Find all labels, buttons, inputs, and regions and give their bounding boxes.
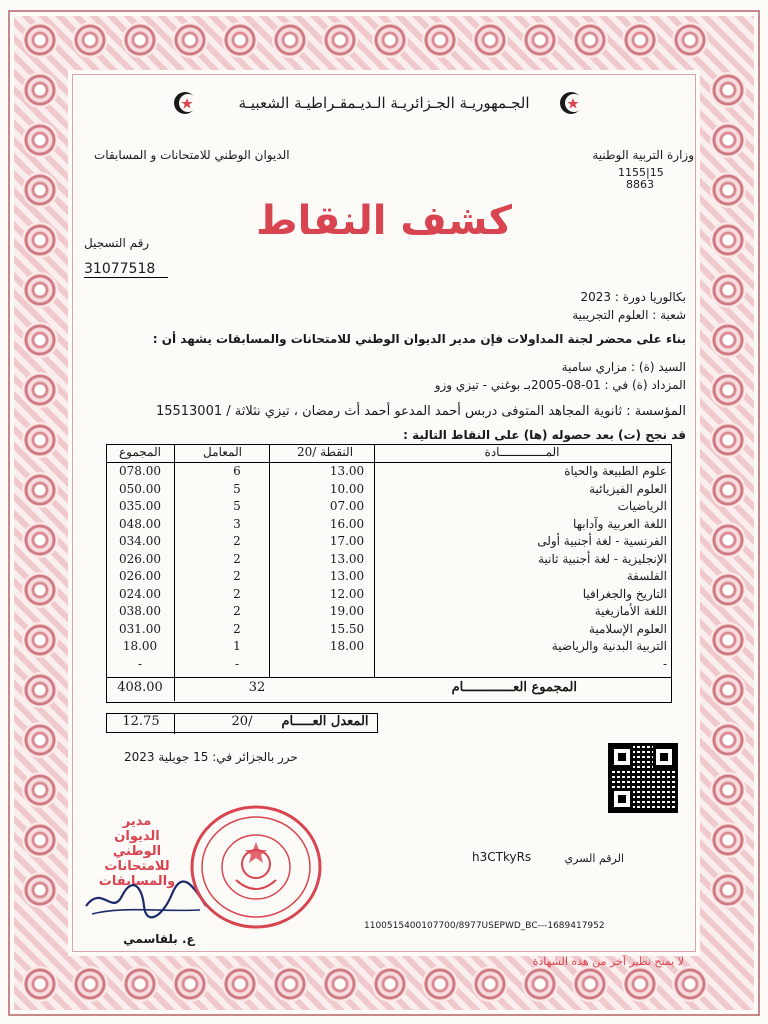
rosette-ornament <box>22 472 58 508</box>
rosette-ornament <box>272 966 308 1002</box>
cell-grade: 15.50 <box>329 621 365 636</box>
rosette-ornament <box>222 22 258 58</box>
rosette-ornament <box>272 22 308 58</box>
rosette-ornament <box>122 966 158 1002</box>
table-row <box>107 587 671 603</box>
rosette-ornament <box>622 966 658 1002</box>
average-scale: 20/ <box>231 714 253 729</box>
serial-number: 1100515400107700/8977USEPWD_BC---1689417952 <box>364 921 605 931</box>
cell-grade: 18.00 <box>329 639 365 653</box>
rosette-ornament <box>72 966 108 1002</box>
cell-total: 048.00 <box>119 516 161 531</box>
registration-number: 31077518 <box>84 261 168 278</box>
cell-subject: العلوم الفيزيائية <box>589 481 667 496</box>
cell-subject: - <box>662 656 667 671</box>
rosette-ornament <box>172 966 208 1002</box>
cell-subject: التاريخ والجغرافيا <box>582 586 667 601</box>
table-row <box>107 622 671 638</box>
header-underline <box>106 462 672 463</box>
cell-subject: اللغة العربية وآدابها <box>573 516 667 531</box>
cell-subject: الفلسفة <box>626 569 667 583</box>
cell-coef: 2 <box>233 551 241 566</box>
rosette-ornament <box>72 22 108 58</box>
rosette-ornament <box>22 522 58 558</box>
rosette-ornament <box>22 422 58 458</box>
rosette-ornament <box>22 72 58 108</box>
table-row <box>107 499 671 515</box>
rosette-ornament <box>710 372 746 408</box>
cell-total: 078.00 <box>119 464 161 478</box>
reference-line-2: 8863 <box>626 178 654 191</box>
rosette-ornament <box>372 22 408 58</box>
rosette-ornament <box>710 672 746 708</box>
rosette-ornament <box>672 22 708 58</box>
rosette-ornament <box>710 422 746 458</box>
rosette-ornament <box>22 622 58 658</box>
table-row <box>107 569 671 585</box>
grades-header-row <box>107 445 671 462</box>
average-label: المعدل العـــــام <box>281 714 369 729</box>
rosette-ornament <box>522 22 558 58</box>
header-grade: النقطة /20 <box>296 445 354 459</box>
general-total-label: المجموع العـــــــــــــام <box>451 680 577 695</box>
republic-title: الجـمهوريـة الجـزائريـة الـديـمقـراطيـة الشعبيـة <box>238 94 530 112</box>
office-name: الديوان الوطني للامتحانات و المسابقات <box>94 148 290 162</box>
secret-code-label: الرقم السري <box>564 852 624 865</box>
rosette-ornament <box>22 272 58 308</box>
rosette-ornament <box>422 22 458 58</box>
rosette-ornament <box>22 222 58 258</box>
issued-date: حرر بالجزائر في: 15 جويلية 2023 <box>124 750 298 764</box>
average-value: 12.75 <box>122 714 160 729</box>
general-total-row <box>107 680 671 698</box>
rosette-ornament <box>22 172 58 208</box>
rosette-ornament <box>710 522 746 558</box>
rosette-ornament <box>22 772 58 808</box>
cell-grade: 19.00 <box>329 604 365 618</box>
ministry-name: وزارة التربية الوطنية <box>592 148 694 162</box>
cell-coef: - <box>234 656 240 671</box>
table-row <box>107 464 671 480</box>
cell-subject: علوم الطبيعة والحياة <box>564 464 667 478</box>
cell-grade: 13.00 <box>329 464 365 478</box>
table-row <box>107 604 671 620</box>
general-total-value: 408.00 <box>117 680 163 695</box>
cell-grade: 07.00 <box>329 499 365 513</box>
rosette-ornament <box>572 966 608 1002</box>
cell-subject: اللغة الأمازيغية <box>594 604 667 618</box>
general-total-coef: 32 <box>248 680 266 695</box>
rosette-ornament <box>710 622 746 658</box>
cell-coef: 2 <box>233 569 241 583</box>
certification-intro: بناء على محضر لجنة المداولات فإن مدير الديوان الوطني للامتحانات والمسابقات يشهد أن : <box>152 332 686 346</box>
header-subject: المـــــــــــــادة <box>484 445 560 459</box>
cell-total: 050.00 <box>119 481 161 496</box>
cell-total: 035.00 <box>119 499 161 513</box>
exam-stream: شعبة : العلوم التجريبية <box>572 308 686 322</box>
rosette-ornament <box>672 966 708 1002</box>
success-statement: قد نجح (ت) بعد حصوله (ها) على النقاط التالية : <box>403 428 686 442</box>
cell-coef: 3 <box>233 516 241 531</box>
cell-grade: 12.00 <box>329 586 365 601</box>
director-name: ع. بلقاسمي <box>123 932 195 946</box>
rosette-ornament <box>22 822 58 858</box>
cell-total: 026.00 <box>119 569 161 583</box>
qr-code <box>608 743 678 813</box>
cell-grade: 10.00 <box>329 481 365 496</box>
school-info: المؤسسة : ثانوية المجاهد المتوفى دربس أحمد المدعو أحمد أث رمضان ، تيزي نثلاثة / 15513001 <box>155 404 686 419</box>
cell-total: 038.00 <box>119 604 161 618</box>
cell-total: 034.00 <box>119 534 161 548</box>
rosette-ornament <box>372 966 408 1002</box>
cell-grade: 16.00 <box>329 516 365 531</box>
candidate-name: السيد (ة) : مزاري سامية <box>561 360 686 374</box>
total-separator <box>106 677 672 678</box>
cell-total: 031.00 <box>119 621 161 636</box>
reference-line-1: 1155|15 <box>618 166 664 179</box>
director-title-line-2: الديوان الوطني <box>112 829 162 859</box>
secret-code: h3CTkyRs <box>472 850 532 864</box>
table-row <box>107 552 671 568</box>
header-total: المجموع <box>119 445 161 459</box>
official-stamp-icon <box>186 802 326 932</box>
director-title-line-1: مدير <box>122 814 152 829</box>
rosette-ornament <box>522 966 558 1002</box>
rosette-ornament <box>472 22 508 58</box>
cell-total: 18.00 <box>122 639 158 653</box>
cell-grade: 13.00 <box>329 551 365 566</box>
rosette-ornament <box>710 122 746 158</box>
cell-subject: الفرنسية - لغة أجنبية أولى <box>537 534 667 548</box>
rosette-ornament <box>422 966 458 1002</box>
cell-subject: العلوم الإسلامية <box>588 621 667 636</box>
rosette-ornament <box>172 22 208 58</box>
rosette-ornament <box>22 322 58 358</box>
rosette-ornament <box>710 822 746 858</box>
rosette-ornament <box>710 772 746 808</box>
cell-coef: 6 <box>233 464 241 478</box>
rosette-ornament <box>710 272 746 308</box>
registration-label: رقم التسجيل <box>84 236 150 250</box>
table-row <box>107 517 671 533</box>
average-box <box>106 713 378 733</box>
rosette-ornament <box>710 222 746 258</box>
certificate-content <box>74 76 694 968</box>
rosette-ornament <box>710 172 746 208</box>
footer-note: لا يمنح نظير آخر من هذه الشهادة <box>532 955 684 968</box>
rosette-ornament <box>710 472 746 508</box>
rosette-ornament <box>472 966 508 1002</box>
cell-coef: 2 <box>233 604 241 618</box>
rosette-ornament <box>710 72 746 108</box>
rosette-ornament <box>22 372 58 408</box>
cell-coef: 2 <box>233 534 241 548</box>
cell-grade: 13.00 <box>329 569 365 583</box>
document-title: كشف النقاط <box>256 198 512 244</box>
cell-coef: 5 <box>233 499 241 513</box>
rosette-ornament <box>22 672 58 708</box>
cell-coef: 2 <box>233 621 241 636</box>
rosette-ornament <box>22 966 58 1002</box>
director-title-line-3: للامتحانات <box>104 859 170 874</box>
rosette-ornament <box>22 22 58 58</box>
star-crescent-icon-left <box>172 90 198 116</box>
director-title-line-4: والمسابقات <box>98 874 176 889</box>
cell-coef: 5 <box>233 481 241 496</box>
rosette-ornament <box>22 722 58 758</box>
rosette-ornament <box>710 572 746 608</box>
cell-subject: التربية البدنية والرياضية <box>551 639 667 653</box>
cell-coef: 2 <box>233 586 241 601</box>
rosette-ornament <box>322 966 358 1002</box>
header-coef: المعامل <box>203 445 242 459</box>
table-row <box>107 482 671 498</box>
exam-session: بكالوريا دورة : 2023 <box>580 290 686 304</box>
cell-subject: الرياضيات <box>617 499 667 513</box>
birth-info: المزداد (ة) في : 01-08-2005بـ بوغني - تيزي وزو <box>434 378 686 392</box>
cell-subject: الإنجليزية - لغة أجنبية ثانية <box>538 551 667 566</box>
rosette-ornament <box>22 122 58 158</box>
table-row <box>107 639 671 655</box>
average-divider <box>174 713 175 734</box>
table-row <box>107 534 671 550</box>
rosette-ornament <box>122 22 158 58</box>
rosette-ornament <box>572 22 608 58</box>
cell-coef: 1 <box>233 639 241 653</box>
rosette-ornament <box>22 572 58 608</box>
rosette-ornament <box>622 22 658 58</box>
rosette-ornament <box>222 966 258 1002</box>
rosette-ornament <box>322 22 358 58</box>
cell-total: 024.00 <box>119 586 161 601</box>
rosette-ornament <box>22 872 58 908</box>
cell-grade: 17.00 <box>329 534 365 548</box>
table-row <box>107 657 671 673</box>
rosette-ornament <box>710 722 746 758</box>
cell-total: - <box>137 656 143 671</box>
rosette-ornament <box>710 322 746 358</box>
rosette-ornament <box>710 872 746 908</box>
cell-total: 026.00 <box>119 551 161 566</box>
